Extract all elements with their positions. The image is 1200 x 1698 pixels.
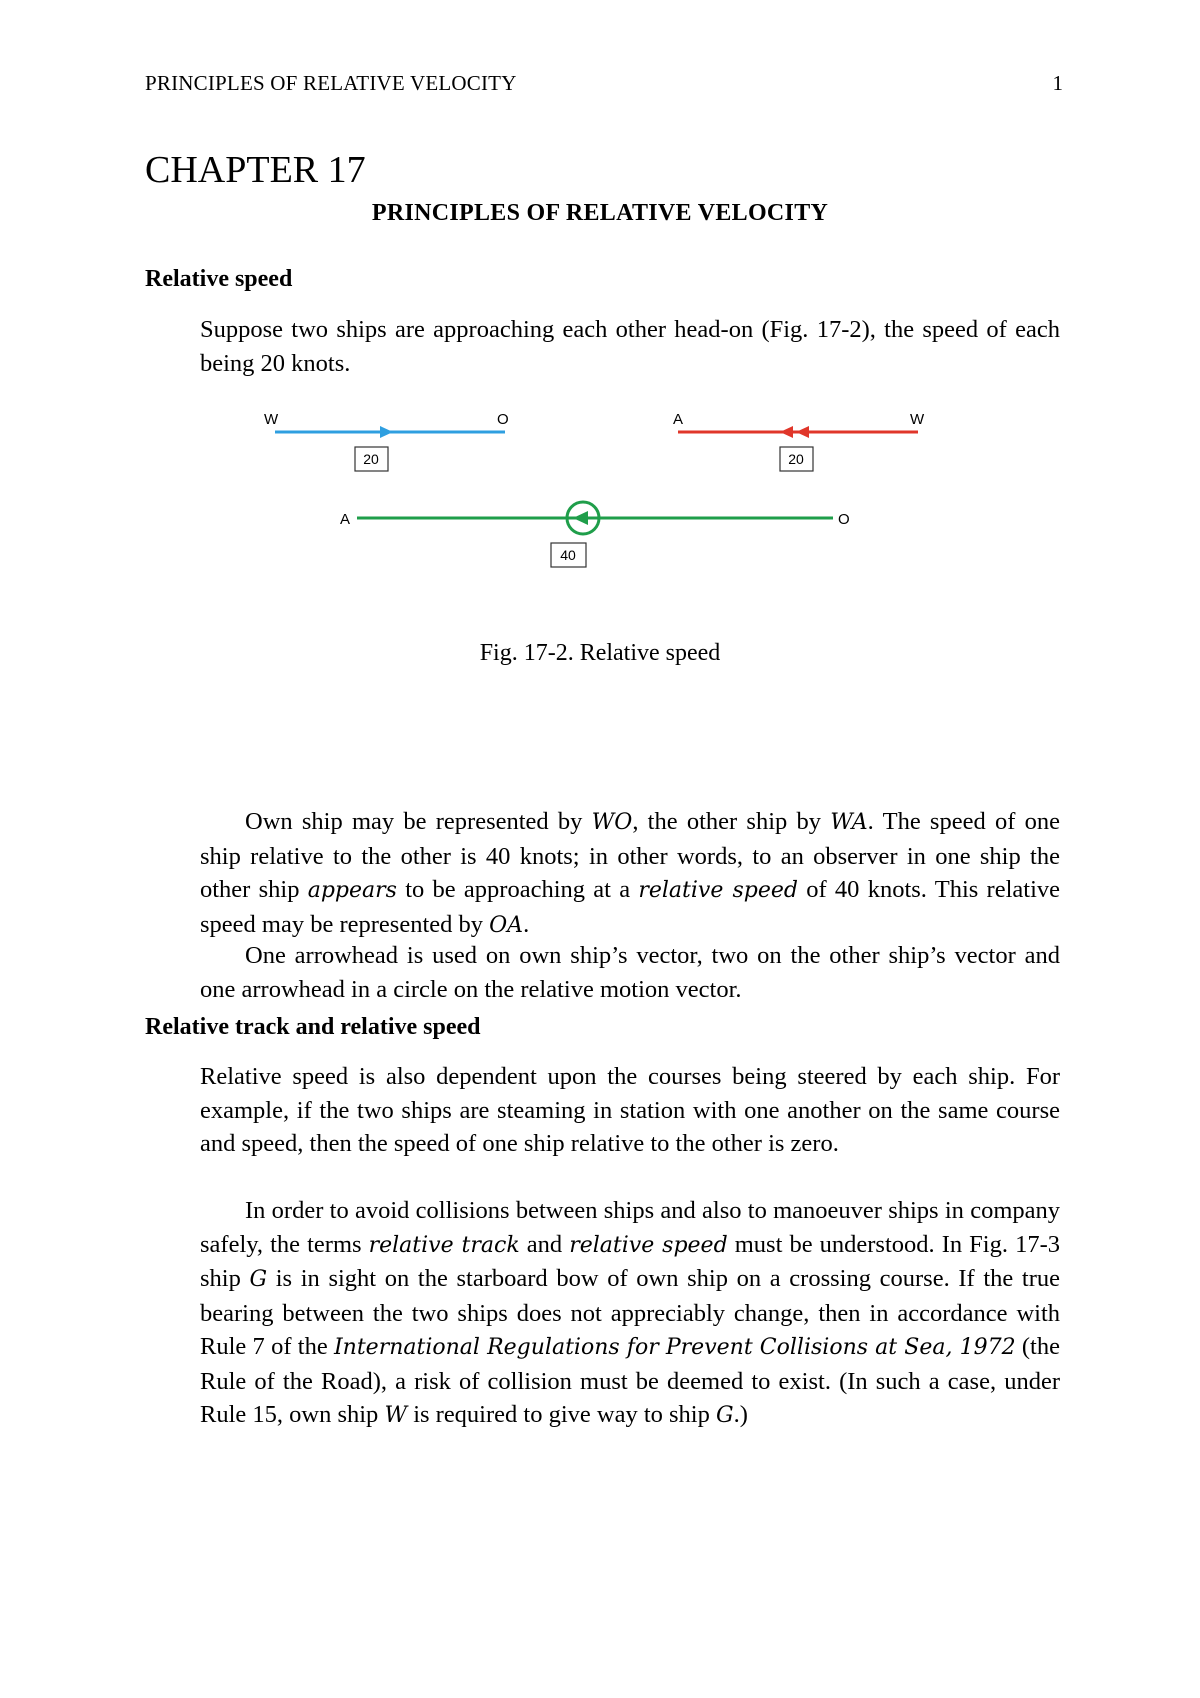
- emphasis-ship-w: W: [384, 1403, 408, 1428]
- relative-speed-diagram: [0, 400, 1200, 590]
- own-ship-start-label: W: [264, 411, 279, 428]
- text-run: .: [523, 910, 530, 938]
- emphasis-ship-g: G: [249, 1267, 268, 1292]
- paragraph-head-on-ships: Suppose two ships are approaching each other head-on (Fig. 17-2), the speed of each being 20 knots.: [200, 316, 1060, 377]
- section-heading-relative-speed: Relative speed: [145, 266, 293, 292]
- text-run: is required to give way to ship: [407, 1401, 716, 1428]
- own-ship-vector: [264, 411, 509, 471]
- figure-17-2: [0, 400, 1200, 590]
- running-header-title: PRINCIPLES OF RELATIVE VELOCITY: [145, 71, 517, 95]
- own-ship-speed-label: 20: [363, 451, 379, 467]
- own-ship-arrowhead: [380, 426, 393, 438]
- chapter-subtitle: PRINCIPLES OF RELATIVE VELOCITY: [371, 200, 829, 226]
- paragraph-arrowhead-convention: One arrowhead is used on own ship’s vector, two on the other ship’s vector and one arrowhead in a circle on the relative motion vector.: [200, 942, 1060, 1003]
- emphasis-relative-speed: relative speed: [638, 878, 798, 903]
- text-run: must be understood. In Fig. 17-3 ship: [200, 1230, 1060, 1292]
- text-run: (the Rule of the Road), a risk of collision must be deemed to exist. (In such a case, under Rule 15, own ship: [200, 1333, 1060, 1428]
- emphasis-wa: WA: [830, 810, 868, 835]
- relative-motion-start-label: O: [838, 511, 850, 528]
- page-number: 1: [1052, 71, 1063, 95]
- other-ship-arrowhead-2: [796, 426, 809, 438]
- relative-motion-vector: [340, 502, 850, 567]
- emphasis-oa: OA: [489, 912, 524, 938]
- text-run: . The speed of one ship relative to the other is 40 knots; in other words, to an observer in one ship the other ship: [200, 808, 1060, 903]
- other-ship-start-label: W: [910, 411, 925, 428]
- paragraph-course-dependence: Relative speed is also dependent upon the courses being steered by each ship. For example, if the two ships are steaming in station with one another on the same course and speed, then the speed of one ship relative to the other is zero.: [200, 1063, 1060, 1157]
- text-run: of 40 knots. This relative speed may be represented by: [200, 876, 1060, 938]
- text-run: .): [733, 1401, 748, 1428]
- other-ship-vector: [673, 411, 925, 471]
- text-run: is in sight on the starboard bow of own ship on a crossing course. If the true bearing between the two ships does not appreciably change, then in accordance with Rule 7 of the: [200, 1265, 1061, 1360]
- figure-caption: Fig. 17-2. Relative speed: [479, 640, 721, 666]
- text-run: and: [519, 1230, 570, 1258]
- other-ship-speed-label: 20: [788, 451, 804, 467]
- text-run: , the other ship by: [632, 808, 831, 835]
- emphasis-ship-g: G: [715, 1403, 734, 1428]
- chapter-title: CHAPTER 17: [145, 149, 366, 191]
- other-ship-arrowhead-1: [780, 426, 793, 438]
- paragraph-own-ship-representation: [200, 805, 1060, 942]
- text-run: Own ship may be represented by: [245, 808, 592, 835]
- paragraph-collision-rules: [200, 1194, 1060, 1433]
- relative-motion-arrowhead: [573, 511, 588, 525]
- text-run: to be approaching at a: [396, 876, 639, 903]
- emphasis-relative-track: relative track: [368, 1232, 520, 1258]
- text-run: In order to avoid collisions between ships and also to manoeuver ships in company safely, the terms: [200, 1197, 1060, 1258]
- other-ship-end-label: A: [673, 411, 684, 428]
- relative-motion-end-label: A: [340, 511, 351, 528]
- emphasis-regulations-title: International Regulations for Prevent Collisions at Sea, 1972: [333, 1335, 1016, 1360]
- emphasis-wo: WO: [591, 810, 633, 835]
- section-heading-relative-track: Relative track and relative speed: [145, 1014, 481, 1040]
- emphasis-appears: appears: [307, 878, 397, 903]
- own-ship-end-label: O: [497, 411, 509, 428]
- relative-speed-label: 40: [560, 547, 576, 563]
- emphasis-relative-speed: relative speed: [569, 1232, 728, 1258]
